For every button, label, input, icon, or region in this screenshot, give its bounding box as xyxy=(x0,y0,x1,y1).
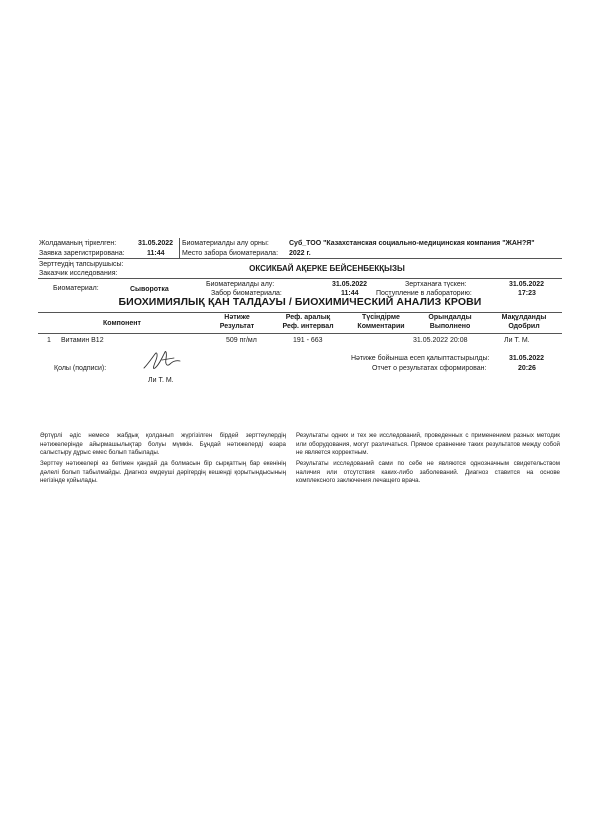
col-result-kz: Нәтиже xyxy=(224,314,250,321)
col-ref-kz: Реф. аралық xyxy=(285,314,331,321)
signature-label: Қолы (подписи): xyxy=(54,365,107,372)
page-title: БИОХИМИЯЛЫҚ ҚАН ТАЛДАУЫ / БИОХИМИЧЕСКИЙ АНАЛИЗ КРОВИ xyxy=(118,296,482,308)
lab-time: 17:23 xyxy=(518,290,536,297)
row-result: 509 пг/мл xyxy=(226,337,257,344)
col-comment-kz: Түсіндірме xyxy=(362,314,400,321)
table-header-line xyxy=(38,333,562,334)
disclaimer-kz-1: Әртүрлі әдіс немесе жабдық қолданып жүргізілген бірдей зерттеулердің нәтижелерінде айырмашылықтар болуы мүмкін. Бұндай нәтижелерді өзара салыстыру дұрыс емес болып табылады. xyxy=(40,432,286,457)
collection-date: 31.05.2022 xyxy=(332,281,368,288)
disclaimer-kz-2: Зерттеу нәтижелері өз бетімен қандай да болмасын бір сырқаттың бар екенінің дәлелі болып табылмайды. Диагноз емдеуші дәрігердің кешенді қорытындысының негізінде қойылады. xyxy=(40,460,286,485)
row-done: 31.05.2022 20:08 xyxy=(413,337,468,344)
biomaterial-place-label-kz: Биоматериалды алу орны: xyxy=(182,240,269,247)
col-result-ru: Результат xyxy=(219,323,255,330)
patient-name: ОКСИКБАЙ АҚЕРКЕ БЕЙСЕНБЕКҚЫЗЫ xyxy=(249,264,405,273)
col-approved-ru: Одобрил xyxy=(508,323,540,330)
report-date: 31.05.2022 xyxy=(509,355,545,362)
report-label-ru: Отчет о результатах сформирован: xyxy=(372,365,487,372)
header-line xyxy=(38,278,562,279)
referral-registered-label: Жолдаманың тіркелген: xyxy=(39,240,117,247)
biomaterial-place-value: Суб_ТОО "Казахстанская социально-медицинская компания "ЖАН?Я" xyxy=(289,240,535,247)
report-label-kz: Нәтиже бойынша есеп қалыптастырылды: xyxy=(351,355,490,362)
orderer-label-kz: Зерттеудің тапсырушысы: xyxy=(39,261,124,268)
signature-icon xyxy=(140,346,186,376)
col-component: Компонент xyxy=(103,320,141,327)
biomaterial-value: Сыворотка xyxy=(130,286,169,293)
biomaterial-label: Биоматериал: xyxy=(53,285,99,292)
disclaimer-ru-1: Результаты одних и тех же исследований, проведенных с применением разных методик или оборудования, могут различаться. Прямое сравнение таких результатов между собой не является корректным. xyxy=(296,432,560,457)
header-divider xyxy=(179,238,180,259)
collection-label-kz: Биоматериалды алу: xyxy=(206,281,275,288)
biomaterial-place-year: 2022 г. xyxy=(289,250,311,257)
lab-date: 31.05.2022 xyxy=(509,281,545,288)
orderer-label-ru: Заказчик исследования: xyxy=(39,270,118,277)
row-approved: Ли Т. М. xyxy=(504,337,530,344)
row-ref: 191 - 663 xyxy=(293,337,323,344)
row-number: 1 xyxy=(47,337,51,344)
report-time: 20:26 xyxy=(518,365,536,372)
lab-label-kz: Зертханаға түскен: xyxy=(405,281,467,288)
signature-name: Ли Т. М. xyxy=(148,377,174,384)
col-ref-ru: Реф. интервал xyxy=(282,323,334,330)
registered-date: 31.05.2022 xyxy=(138,240,174,247)
table-top-line xyxy=(38,312,562,313)
collection-time: 11:44 xyxy=(341,290,359,297)
collection-label-ru: Забор биоматериала: xyxy=(211,290,282,297)
col-done-kz: Орындалды xyxy=(428,314,472,321)
row-component: Витамин B12 xyxy=(61,337,104,344)
col-comment-ru: Комментарии xyxy=(357,323,405,330)
col-done-ru: Выполнено xyxy=(429,323,471,330)
application-registered-label: Заявка зарегистрирована: xyxy=(39,250,125,257)
header-line xyxy=(38,258,562,259)
disclaimer-ru-2: Результаты исследований сами по себе не являются однозначным свидетельством наличия или отсутствия каких-либо заболеваний. Диагноз ставится на основе комплексного заключения лечащего врача. xyxy=(296,460,560,485)
biomaterial-place-label-ru: Место забора биоматериала: xyxy=(182,250,279,257)
lab-label-ru: Поступление в лабораторию: xyxy=(376,290,472,297)
registered-time: 11:44 xyxy=(147,250,165,257)
col-approved-kz: Мақұлданды xyxy=(501,314,547,321)
